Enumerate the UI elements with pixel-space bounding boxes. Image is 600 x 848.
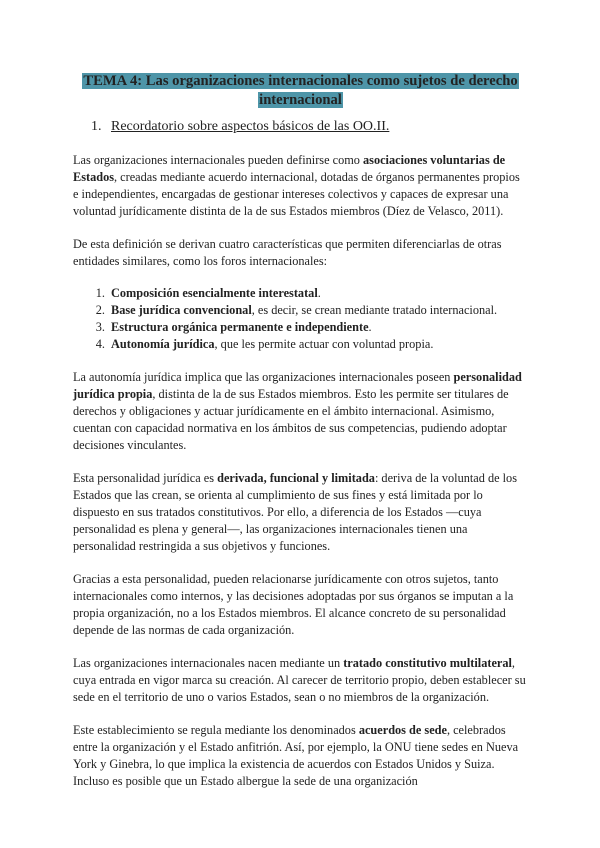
list-item — [108, 336, 528, 353]
document-title — [73, 72, 528, 110]
text-run: Esta personalidad jurídica es — [73, 471, 218, 485]
text-run: , distinta de la de sus Estados miembros. Esto les permite ser titulares de derechos y obligaciones y actuar jurídicamente en el ámbito internacional. Asimismo, cuentan con capacidad normativa en los ámbitos de sus competencias, pudiendo adoptar decisiones vinculantes. — [73, 387, 509, 452]
text-run: . — [317, 286, 321, 300]
characteristics-list — [73, 285, 528, 353]
section-heading — [91, 118, 528, 136]
paragraph-definition — [73, 152, 528, 220]
paragraph-founding-treaty — [73, 655, 528, 706]
text-run: , creadas mediante acuerdo internacional, dotadas de órganos permanentes propios e independientes, encargadas de gestionar intereses colectivos y capaces de expresar una voluntad jurídicamente distinta de la de sus Estados miembros (Díez de Velasco, 2011). — [73, 170, 520, 218]
text-run: , cuya entrada en vigor marca su creación. Al carecer de territorio propio, deben establecer su sede en el territorio de uno o varios Estados, sean o no miembros de la organización. — [73, 656, 526, 704]
paragraph-relations: Gracias a esta personalidad, pueden relacionarse jurídicamente con otros sujetos, tanto internacionales como internos, y las decisiones adoptadas por sus órganos se imputan a la propia organización, no a los Estados miembros. El alcance concreto de su personalidad depende de las normas de cada organización. — [73, 572, 514, 637]
list-item — [108, 319, 528, 336]
paragraph-headquarters — [73, 722, 528, 790]
text-run: Las organizaciones internacionales nacen mediante un — [73, 656, 344, 670]
text-run: Este establecimiento se regula mediante los denominados — [73, 723, 359, 737]
text-run: La autonomía jurídica implica que las organizaciones internacionales poseen — [73, 370, 454, 384]
text-run: , celebrados entre la organización y el Estado anfitrión. Así, por ejemplo, la ONU tiene sedes en Nueva York y Ginebra, lo que implica la existencia de acuerdos con Estados Unidos y Suiza. Incluso es posible que un Estado albergue la sede de una organización — [73, 723, 519, 788]
bold-term: derivada, funcional y limitada — [217, 471, 375, 485]
bold-term: Composición esencialmente interestatal — [111, 286, 318, 300]
text-run: , que les permite actuar con voluntad propia. — [214, 337, 434, 351]
text-run: . — [368, 320, 372, 334]
bold-term: Autonomía jurídica — [111, 337, 215, 351]
list-item — [108, 302, 528, 319]
paragraph-derived-personality — [73, 470, 528, 555]
bold-term: tratado constitutivo multilateral — [343, 656, 512, 670]
text-run: , es decir, se crean mediante tratado internacional. — [251, 303, 498, 317]
text-run: Las organizaciones internacionales pueden definirse como — [73, 153, 364, 167]
text-run: : deriva de la voluntad de los Estados que las crean, se orienta al cumplimiento de sus fines y está limitada por lo dispuesto en sus tratados constitutivos. Por ello, a diferencia de los Estados —cuya personalidad es plena y general—, las organizaciones internacionales tienen una personalidad restringida a sus objetivos y funciones. — [73, 471, 517, 553]
list-item — [108, 285, 528, 302]
bold-term: acuerdos de sede — [358, 723, 447, 737]
section-number: 1. — [91, 119, 102, 134]
title-highlight: TEMA 4: Las organizaciones internacionales como sujetos de derecho internacional — [83, 73, 518, 108]
document-page — [73, 72, 528, 790]
paragraph-characteristics-intro: De esta definición se derivan cuatro características que permiten diferenciarlas de otras entidades similares, como los foros internacionales: — [73, 237, 502, 268]
bold-term: Estructura orgánica permanente e independiente — [111, 320, 369, 334]
bold-term: personalidad jurídica propia — [73, 370, 522, 401]
paragraph-legal-personality — [73, 369, 528, 454]
section-title: Recordatorio sobre aspectos básicos de las OO.II. — [111, 119, 390, 134]
bold-term: Base jurídica convencional — [111, 303, 252, 317]
bold-term: asociaciones voluntarias de Estados — [73, 153, 506, 184]
